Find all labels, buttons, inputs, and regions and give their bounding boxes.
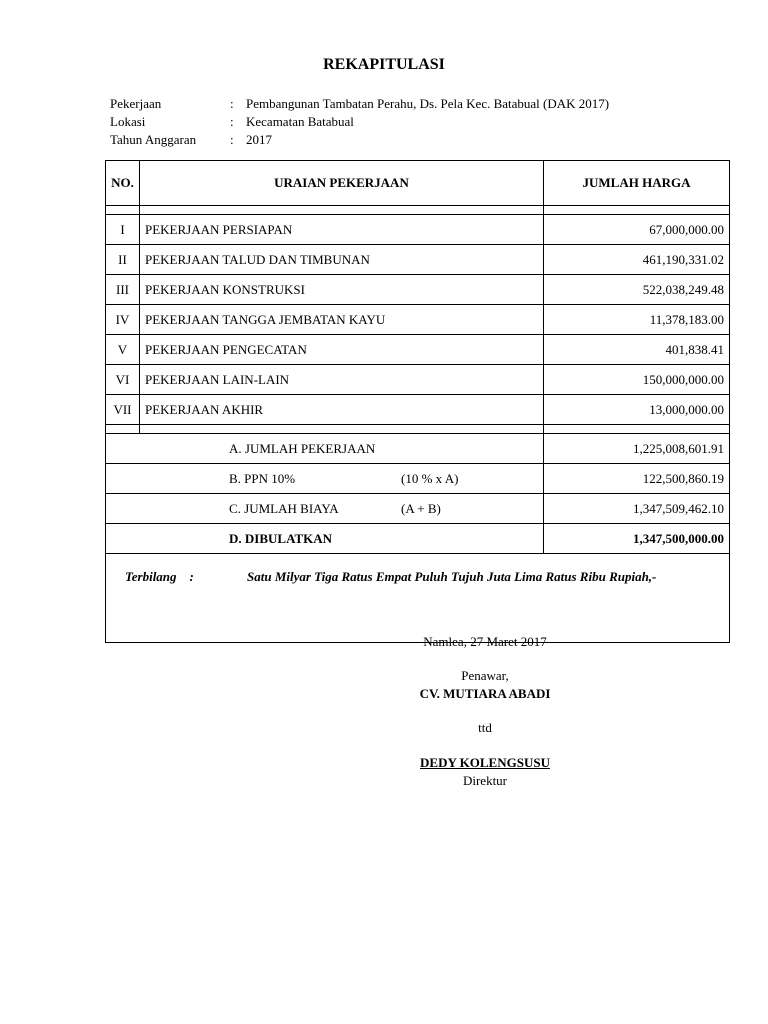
summary-label: A. JUMLAH PEKERJAAN [229, 440, 376, 456]
summary-label: B. PPN 10% [229, 470, 296, 486]
row-uraian: PEKERJAAN TANGGA JEMBATAN KAYU [140, 305, 544, 335]
summary-label-cell [106, 494, 544, 524]
row-uraian: PEKERJAAN AKHIR [140, 395, 544, 425]
row-uraian: PEKERJAAN PENGECATAN [140, 335, 544, 365]
info-value: Kecamatan Batabual [246, 114, 354, 129]
info-label: Tahun Anggaran [110, 132, 197, 147]
info-colon: : [230, 114, 234, 129]
spacer-row [106, 206, 730, 215]
row-no: I [106, 215, 140, 245]
summary-formula: (10 % x A) [401, 470, 459, 486]
terbilang-text: Satu Milyar Tiga Ratus Empat Puluh Tujuh Juta Lima Ratus Ribu Rupiah,- [247, 569, 657, 584]
summary-row [106, 434, 730, 464]
row-jumlah: 401,838.41 [544, 335, 730, 365]
row-jumlah: 522,038,249.48 [544, 275, 730, 305]
table-row [106, 245, 730, 275]
summary-label-cell [106, 524, 544, 554]
terbilang-label-group [111, 570, 225, 584]
table-row [106, 305, 730, 335]
table-row [106, 365, 730, 395]
summary-formula: (A + B) [401, 500, 441, 516]
project-info [110, 95, 609, 149]
row-uraian: PEKERJAAN KONSTRUKSI [140, 275, 544, 305]
summary-value: 1,225,008,601.91 [544, 434, 730, 464]
page-title: REKAPITULASI [323, 56, 445, 73]
row-jumlah: 461,190,331.02 [544, 245, 730, 275]
row-jumlah: 150,000,000.00 [544, 365, 730, 395]
signature-ttd: ttd [478, 720, 492, 735]
table-row [106, 215, 730, 245]
table-row [106, 335, 730, 365]
row-uraian: PEKERJAAN TALUD DAN TIMBUNAN [140, 245, 544, 275]
table-header-row [106, 161, 730, 206]
info-row-tahun-anggaran [110, 131, 609, 149]
summary-label-cell [106, 464, 544, 494]
info-value: Pembangunan Tambatan Perahu, Ds. Pela Kec. Batabual (DAK 2017) [246, 96, 610, 111]
table-row [106, 275, 730, 305]
row-uraian: PEKERJAAN PERSIAPAN [140, 215, 544, 245]
row-no: IV [106, 305, 140, 335]
terbilang-colon: : [189, 569, 194, 584]
place-date: Namlea, 27 Maret 2017 [423, 634, 547, 649]
info-row-lokasi [110, 113, 609, 131]
header-jumlah: JUMLAH HARGA [544, 161, 730, 206]
terbilang-row [106, 554, 730, 643]
summary-value: 1,347,509,462.10 [544, 494, 730, 524]
spacer-row [106, 425, 730, 434]
summary-row [106, 494, 730, 524]
row-jumlah: 67,000,000.00 [544, 215, 730, 245]
summary-value: 1,347,500,000.00 [544, 524, 730, 554]
company-name: CV. MUTIARA ABADI [419, 686, 551, 701]
summary-label-cell [106, 434, 544, 464]
row-uraian: PEKERJAAN LAIN-LAIN [140, 365, 544, 395]
signer-name: DEDY KOLENGSUSU [420, 755, 550, 770]
rekapitulasi-table [105, 160, 730, 643]
info-label: Pekerjaan [110, 96, 162, 111]
summary-label: D. DIBULATKAN [229, 530, 333, 546]
info-label: Lokasi [110, 114, 146, 129]
info-colon: : [230, 132, 234, 147]
table-row [106, 395, 730, 425]
signer-role: Penawar, [461, 668, 509, 683]
signer-position: Direktur [462, 773, 508, 788]
row-jumlah: 13,000,000.00 [544, 395, 730, 425]
header-uraian: URAIAN PEKERJAAN [140, 161, 544, 206]
row-no: II [106, 245, 140, 275]
terbilang-cell [106, 554, 730, 643]
row-no: V [106, 335, 140, 365]
summary-label: C. JUMLAH BIAYA [229, 500, 339, 516]
terbilang-label: Terbilang [125, 569, 177, 584]
summary-value: 122,500,860.19 [544, 464, 730, 494]
row-no: VII [106, 395, 140, 425]
row-no: VI [106, 365, 140, 395]
header-no: NO. [106, 161, 140, 206]
row-jumlah: 11,378,183.00 [544, 305, 730, 335]
summary-row [106, 464, 730, 494]
info-colon: : [230, 96, 234, 111]
row-no: III [106, 275, 140, 305]
summary-row-total [106, 524, 730, 554]
info-value: 2017 [246, 132, 272, 147]
info-row-pekerjaan [110, 95, 609, 113]
